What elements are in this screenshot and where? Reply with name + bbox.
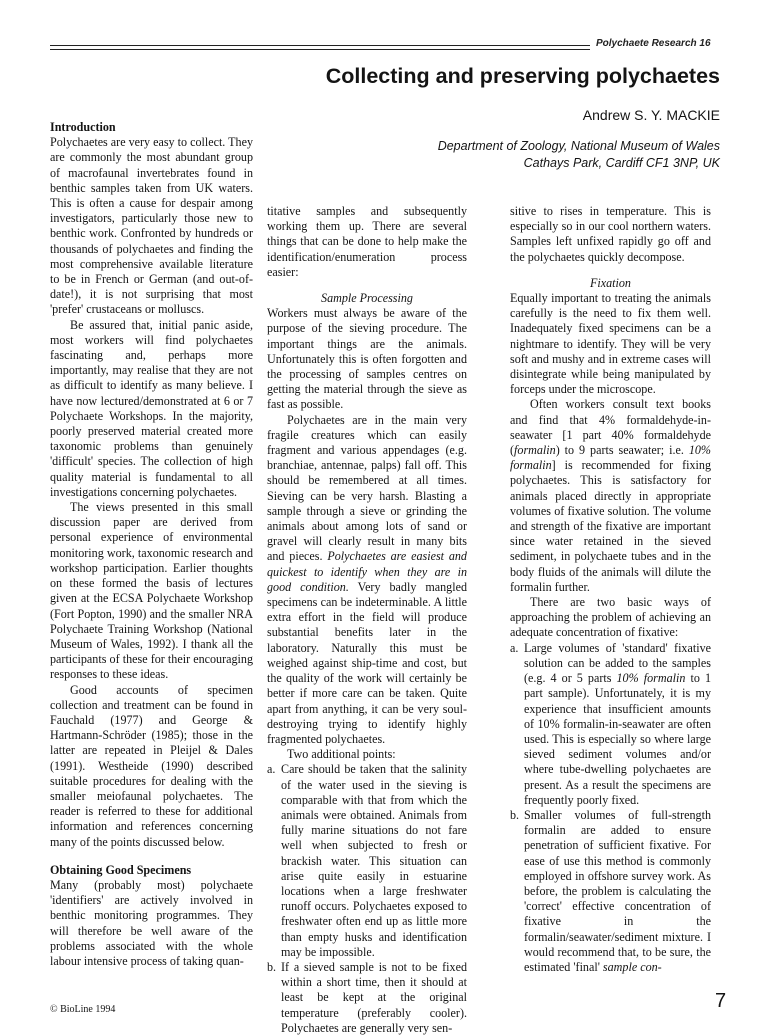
text-column-1 — [50, 120, 253, 1000]
list-marker: a. — [267, 762, 276, 777]
subsection-heading-sample-processing: Sample Processing — [321, 291, 413, 306]
paragraph: The views presented in this small discussion paper are derived from personal experience of environmental monitoring work, taxonomic research and workshop participation. Earlier thoughts on these formed the basis of lectures given at the ECSA Polychaete Workshop (Fort Popton, 1990) and the smaller NRA Polychaete Training Workshop (National Museum of Wales, 1992). I thank all the participants of these for their encouraging responses to these ideas. — [50, 500, 253, 682]
affiliation-line: Cathays Park, Cardiff CF1 3NP, UK — [523, 156, 720, 170]
article-title: Collecting and preserving polychaetes — [325, 64, 720, 88]
list-marker: b. — [510, 807, 520, 822]
paragraph-text: to 1 part sample). Unfortunately, it is my experience that insufficient amounts of 10% formalin-in-seawater are often used. This is especially so where large sieved sediment volumes and/or where tube-dwelling polychaetes are present. As a result the specimens are frequently poorly fixed. — [524, 671, 711, 807]
list-item-text: If a sieved sample is not to be fixed within a short time, then it should at least be kept at the original temperature (preferably cooler). Polychaetes are generally very sen- — [281, 959, 467, 1035]
paragraph-text: Very badly mangled specimens can be indeterminable. A little extra effort in the field will produce substantial benefits later in the laboratory. Naturally this must be weighed against ship-time and cost, but the quality of the work will certainly be better if more care can be taken. Quite apart from anything, it can be very soul-destroying trying to identify highly fragmented polychaetes. — [267, 579, 467, 746]
list-item-text — [524, 808, 711, 975]
paragraph: Good accounts of specimen collection and treatment can be found in Fauchald (1977) and George & Hartmann-Schröder (1985); those in the latter are repeated in Pleijel & Dales (1991). Westheide (1990) described suitable procedures for dealing with the smaller meiofaunal polychaetes. The reader is referred to these for additional information and references concerning many of the points discussed below. — [50, 682, 253, 849]
paragraph: There are two basic ways of approaching the problem of achieving an adequate concentration of fixative: — [510, 595, 711, 640]
paragraph: Many (probably most) polychaete 'identifiers' are actively involved in benthic monitoring programmes. They will therefore be well aware of the problems associated with the whole labour intensive process of taking quan- — [50, 877, 253, 968]
text-column-3 — [510, 204, 711, 1004]
paragraph: sitive to rises in temperature. This is especially so in our cool northern waters. Samples left unfixed rapidly go off and the polychaetes quickly decompose. — [510, 204, 711, 264]
paragraph: Workers must always be aware of the purpose of the sieving procedure. The important things are the animals. Unfortunately this is often forgotten and the processing of samples centres on getting the material through the sieve as fast as possible. — [267, 306, 467, 412]
list-item — [510, 641, 711, 808]
running-head: Polychaete Research 16 — [596, 38, 711, 49]
emphasis-text: formalin — [514, 443, 556, 458]
list-item — [267, 762, 467, 960]
paragraph: Equally important to treating the animals carefully is the need to fix them well. Inadequately fixed specimens can be a nightmare to identify. They will be very soft and mushy and in extreme cases will disintegrate while being manipulated by forceps under the microscope. — [510, 291, 711, 397]
paragraph-text: ] is recommended for fixing polychaetes. This is satisfactory for animals placed directly in appropriate volumes of fixative solution. The volume and strength of the fixative are important since water retained in the sieved sediment, in polychaete tubes and in the body fluids of the animals will dilute the formalin further. — [510, 458, 711, 594]
paragraph — [267, 413, 467, 747]
emphasis-text: Polychaetes are easiest and quickest to identify when they are in good condition. — [267, 549, 467, 594]
list-item — [510, 808, 711, 975]
emphasis-text: 10% formalin — [510, 443, 711, 473]
author-affiliation — [360, 138, 720, 172]
section-heading-obtaining-good-specimens: Obtaining Good Specimens — [50, 862, 192, 877]
list-item-text — [524, 641, 711, 808]
list-item — [267, 960, 467, 1036]
emphasis-text: 10% formalin — [616, 671, 686, 686]
paragraph-text: ) to 9 parts seawater; i.e. — [555, 443, 689, 458]
page-number: 7 — [715, 990, 727, 1012]
header-rule-top — [50, 45, 590, 46]
header-rule-bottom — [50, 49, 590, 50]
text-column-2 — [267, 204, 467, 1035]
list-item-text: Care should be taken that the salinity of the water used in the sieving is comparable with that from which the animals were obtained. Animals from fully marine situations do not fare well when subjected to fresh or brackish water. This situation can arise quite easily in estuarine locations when a large freshwater runoff occurs. Polychaetes exposed to freshwater often end up as little more than empty husks and identification may be impossible. — [281, 762, 467, 959]
list-marker: a. — [510, 640, 519, 655]
subsection-heading-fixation: Fixation — [590, 275, 631, 290]
copyright-notice: © BioLine 1994 — [50, 1004, 116, 1015]
paragraph: titative samples and subsequently working them up. There are several things that can be done to help make the identification/enumeration process easier: — [267, 204, 467, 279]
paragraph: Two additional points: — [287, 747, 396, 762]
affiliation-line: Department of Zoology, National Museum of Wales — [437, 139, 720, 153]
section-heading-introduction: Introduction — [50, 120, 116, 134]
paragraph-text: Often workers consult text books and find that 4% formaldehyde-in-seawater [1 part 40% formaldehyde ( — [510, 397, 711, 458]
paragraph-text: Large volumes of 'standard' fixative solution can be added to the samples (e.g. 4 or 5 parts — [524, 640, 711, 686]
list-marker: b. — [267, 959, 277, 974]
paragraph: Polychaetes are very easy to collect. They are commonly the most abundant group of macrofaunal invertebrates found in benthic samples taken from UK waters. This is often a cause for despair among investigators, particularly those new to benthic work. Confronted by hundreds or thousands of polychaetes and finding the most comprehensive available literature to be in French or German (and out-of-date!), it is not surprising that most 'prefer' crustaceans or molluscs. — [50, 135, 253, 317]
paragraph-text: Polychaetes are in the main very fragile creatures which can easily fragment and various appendages (e.g. branchiae, antennae, palps) fall off. This should be remembered at all times. Sieving can be very harsh. Blasting a sample through a sieve or grinding the animals about among lots of sand or gravel will clearly result in many bits and pieces. — [267, 412, 467, 564]
paragraph: Be assured that, initial panic aside, most workers will find polychaetes fascinating and, perhaps more importantly, may realise that they are not as difficult to identify as many believe. I have now lectured/demonstrated at 6 or 7 Polychaete Workshops. In the majority, poorly preserved material created more taxonomic problems than genuinely 'difficult' species. The collection of high quality material is fundamental to all investigations concerning polychaetes. — [50, 317, 253, 499]
paragraph — [510, 397, 711, 595]
paragraph-text: Smaller volumes of full-strength formalin are added to ensure penetration of sufficient fixative. For ease of use this method is commonly employed in offshore survey work. As before, the problem is calculating the 'correct' effective concentration of fixative in the formalin/seawater/sediment mixture. I would recommend that, to be sure, the estimated 'final' — [524, 807, 711, 974]
author-name: Andrew S. Y. MACKIE — [582, 107, 720, 123]
emphasis-text: sample con- — [602, 959, 662, 974]
